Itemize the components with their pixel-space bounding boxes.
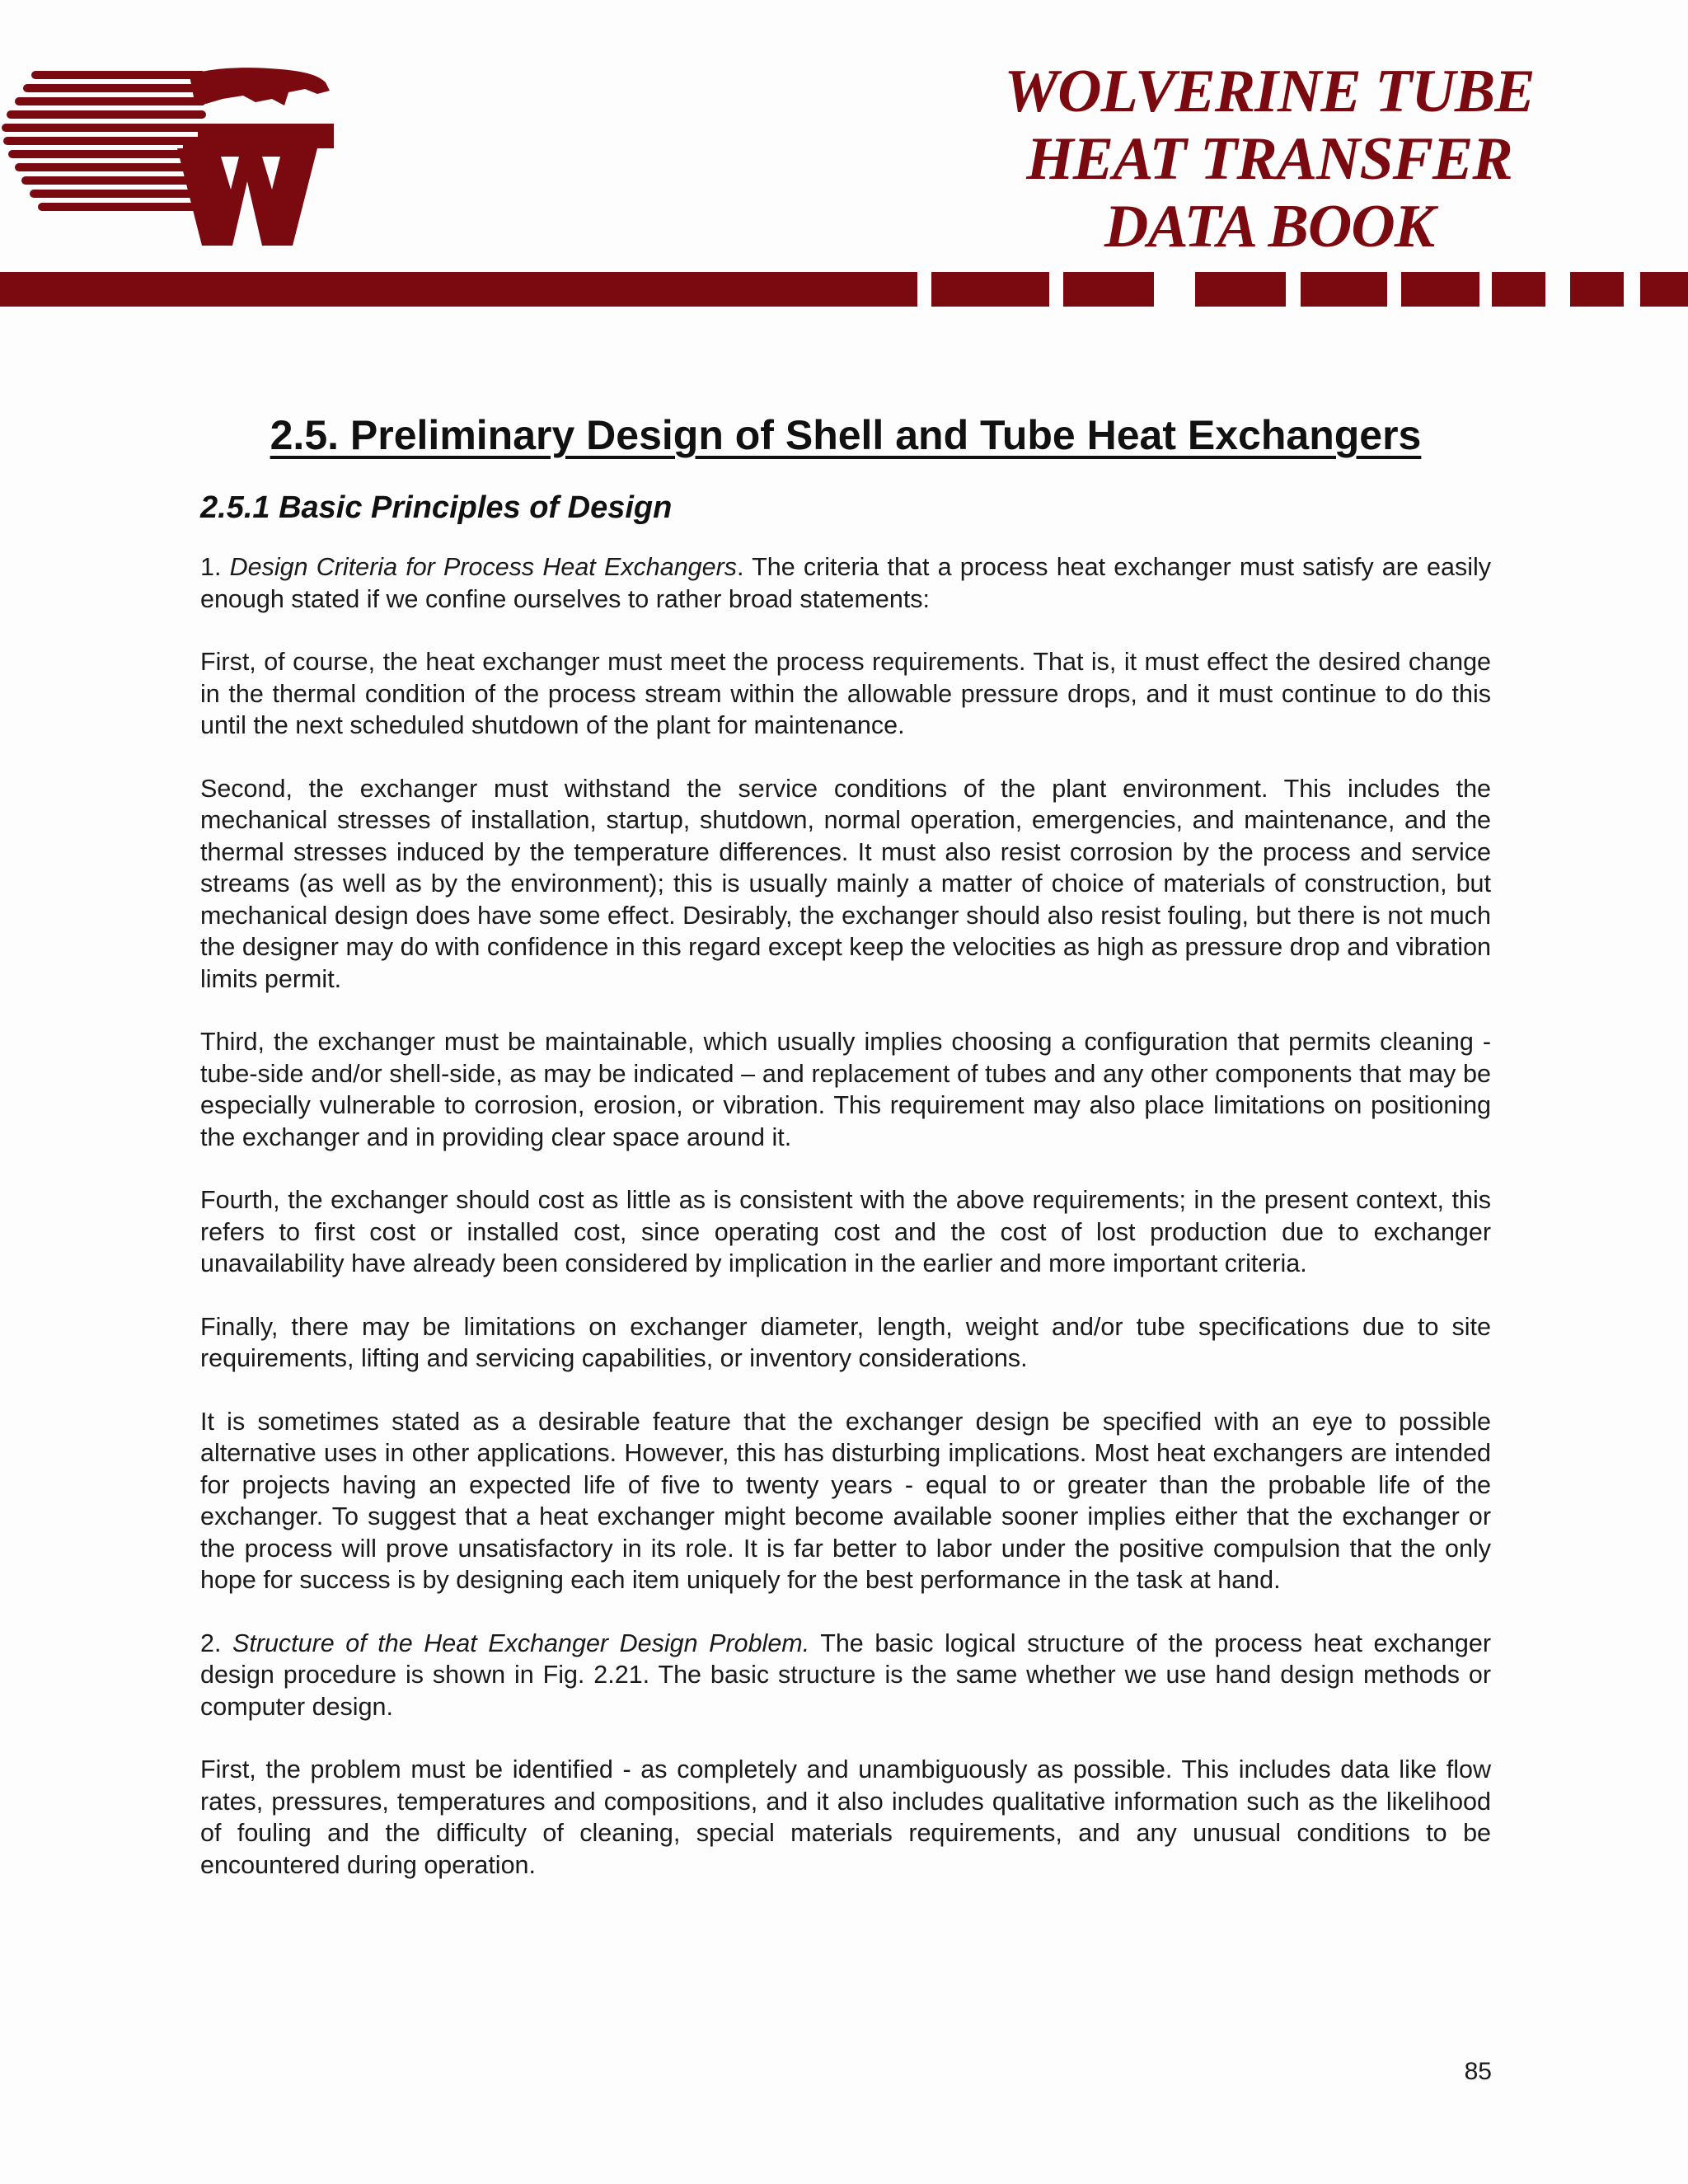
header-bar-segment [1301,272,1387,307]
paragraph-lead: 1. [200,553,230,581]
body-text [200,551,1491,1881]
section-title: 2.5. Preliminary Design of Shell and Tube Heat Exchangers [270,412,1422,458]
header-divider-bar [0,272,1688,307]
wolverine-tube-w-logo-icon [0,66,338,251]
paragraph [200,1406,1491,1596]
banner-line-1: WOLVERINE TUBE [1004,58,1535,125]
header-bar-segment [931,272,1049,307]
paragraph [200,1311,1491,1375]
paragraph-text: First, the problem must be identified - as completely and unambiguously as possible. This includes data like flow rates, pressures, temperatures and compositions, and it also includes qualitative information such as the likelihood of fouling and the difficulty of cleaning, special materials requirements, and any unusual conditions to be encountered during operation. [200,1755,1491,1879]
page-number: 85 [1464,2058,1492,2085]
paragraph-text: Fourth, the exchanger should cost as little as is consistent with the above requirements; in the present context, this refers to first cost or installed cost, since operating cost and the cost of lost production due to exchanger unavailability have already been considered by implication in the earlier and more important criteria. [200,1186,1491,1277]
banner-line-2: HEAT TRANSFER [1026,125,1512,193]
paragraph-text: The basic logical structure of the process heat exchanger design procedure is shown in Fig. 2.21. The basic structure is the same whether we use hand design methods or computer design. [200,1629,1491,1721]
paragraph [200,646,1491,742]
paragraph-text: Third, the exchanger must be maintainable, which usually implies choosing a configuration that permits cleaning - tube-side and/or shell-side, as may be indicated – and replacement of tubes and any other components that may be especially vulnerable to corrosion, erosion, or vibration. This requirement may also place limitations on positioning the exchanger and in providing clear space around it. [200,1028,1491,1151]
header-bar-segment [1492,272,1545,307]
data-book-banner-title [973,58,1566,260]
paragraph [200,1628,1491,1723]
paragraph [200,1754,1491,1881]
header-bar-segment [1401,272,1479,307]
paragraph-text: Finally, there may be limitations on exchanger diameter, length, weight and/or tube specifications due to site requirements, lifting and servicing capabilities, or inventory considerations. [200,1312,1491,1372]
header-bar-segment [1195,272,1286,307]
header-bar-segment [1570,272,1624,307]
paragraph-lead: 2. [200,1629,232,1657]
paragraph [200,773,1491,996]
paragraph-text: . The criteria that a process heat exchanger must satisfy are easily enough stated if we confine ourselves to rather broad statements: [200,553,1491,613]
paragraph [200,1184,1491,1280]
paragraph-italic: Design Criteria for Process Heat Exchangers [229,553,738,581]
header-bar-segment [1640,272,1688,307]
paragraph-text: First, of course, the heat exchanger must meet the process requirements. That is, it must effect the desired change in the thermal condition of the process stream within the allowable pressure drops, and it must continue to do this until the next scheduled shutdown of the plant for maintenance. [200,648,1491,739]
paragraph-italic: Structure of the Heat Exchanger Design Problem. [232,1629,810,1657]
paragraph [200,1026,1491,1153]
banner-line-3: DATA BOOK [1104,193,1435,260]
paragraph [200,551,1491,615]
subsection-title: 2.5.1 Basic Principles of Design [200,490,673,525]
main-content [200,408,1491,1912]
header-bar-segment [0,272,917,307]
paragraph-text: It is sometimes stated as a desirable feature that the exchanger design be specified with an eye to possible alternative uses in other applications. However, this has disturbing implications. Most heat exchangers are intended for projects having an expected life of five to twenty years - equal to or greater than the probable life of the exchanger. To suggest that a heat exchanger might become available sooner implies either that the exchanger or the process will prove unsatisfactory in its role. It is far better to labor under the positive compulsion that the only hope for success is by designing each item uniquely for the best performance in the task at hand. [200,1407,1491,1594]
header-bar-segment [1063,272,1154,307]
paragraph-text: Second, the exchanger must withstand the service conditions of the plant environment. This includes the mechanical stresses of installation, startup, shutdown, normal operation, emergencies, and maintenance, and the thermal stresses induced by the temperature differences. It must also resist corrosion by the process and service streams (as well as by the environment); this is usually mainly a matter of choice of materials of construction, but mechanical design does have some effect. Desirably, the exchanger should also resist fouling, but there is not much the designer may do with confidence in this regard except keep the velocities as high as pressure drop and vibration limits permit. [200,774,1491,993]
